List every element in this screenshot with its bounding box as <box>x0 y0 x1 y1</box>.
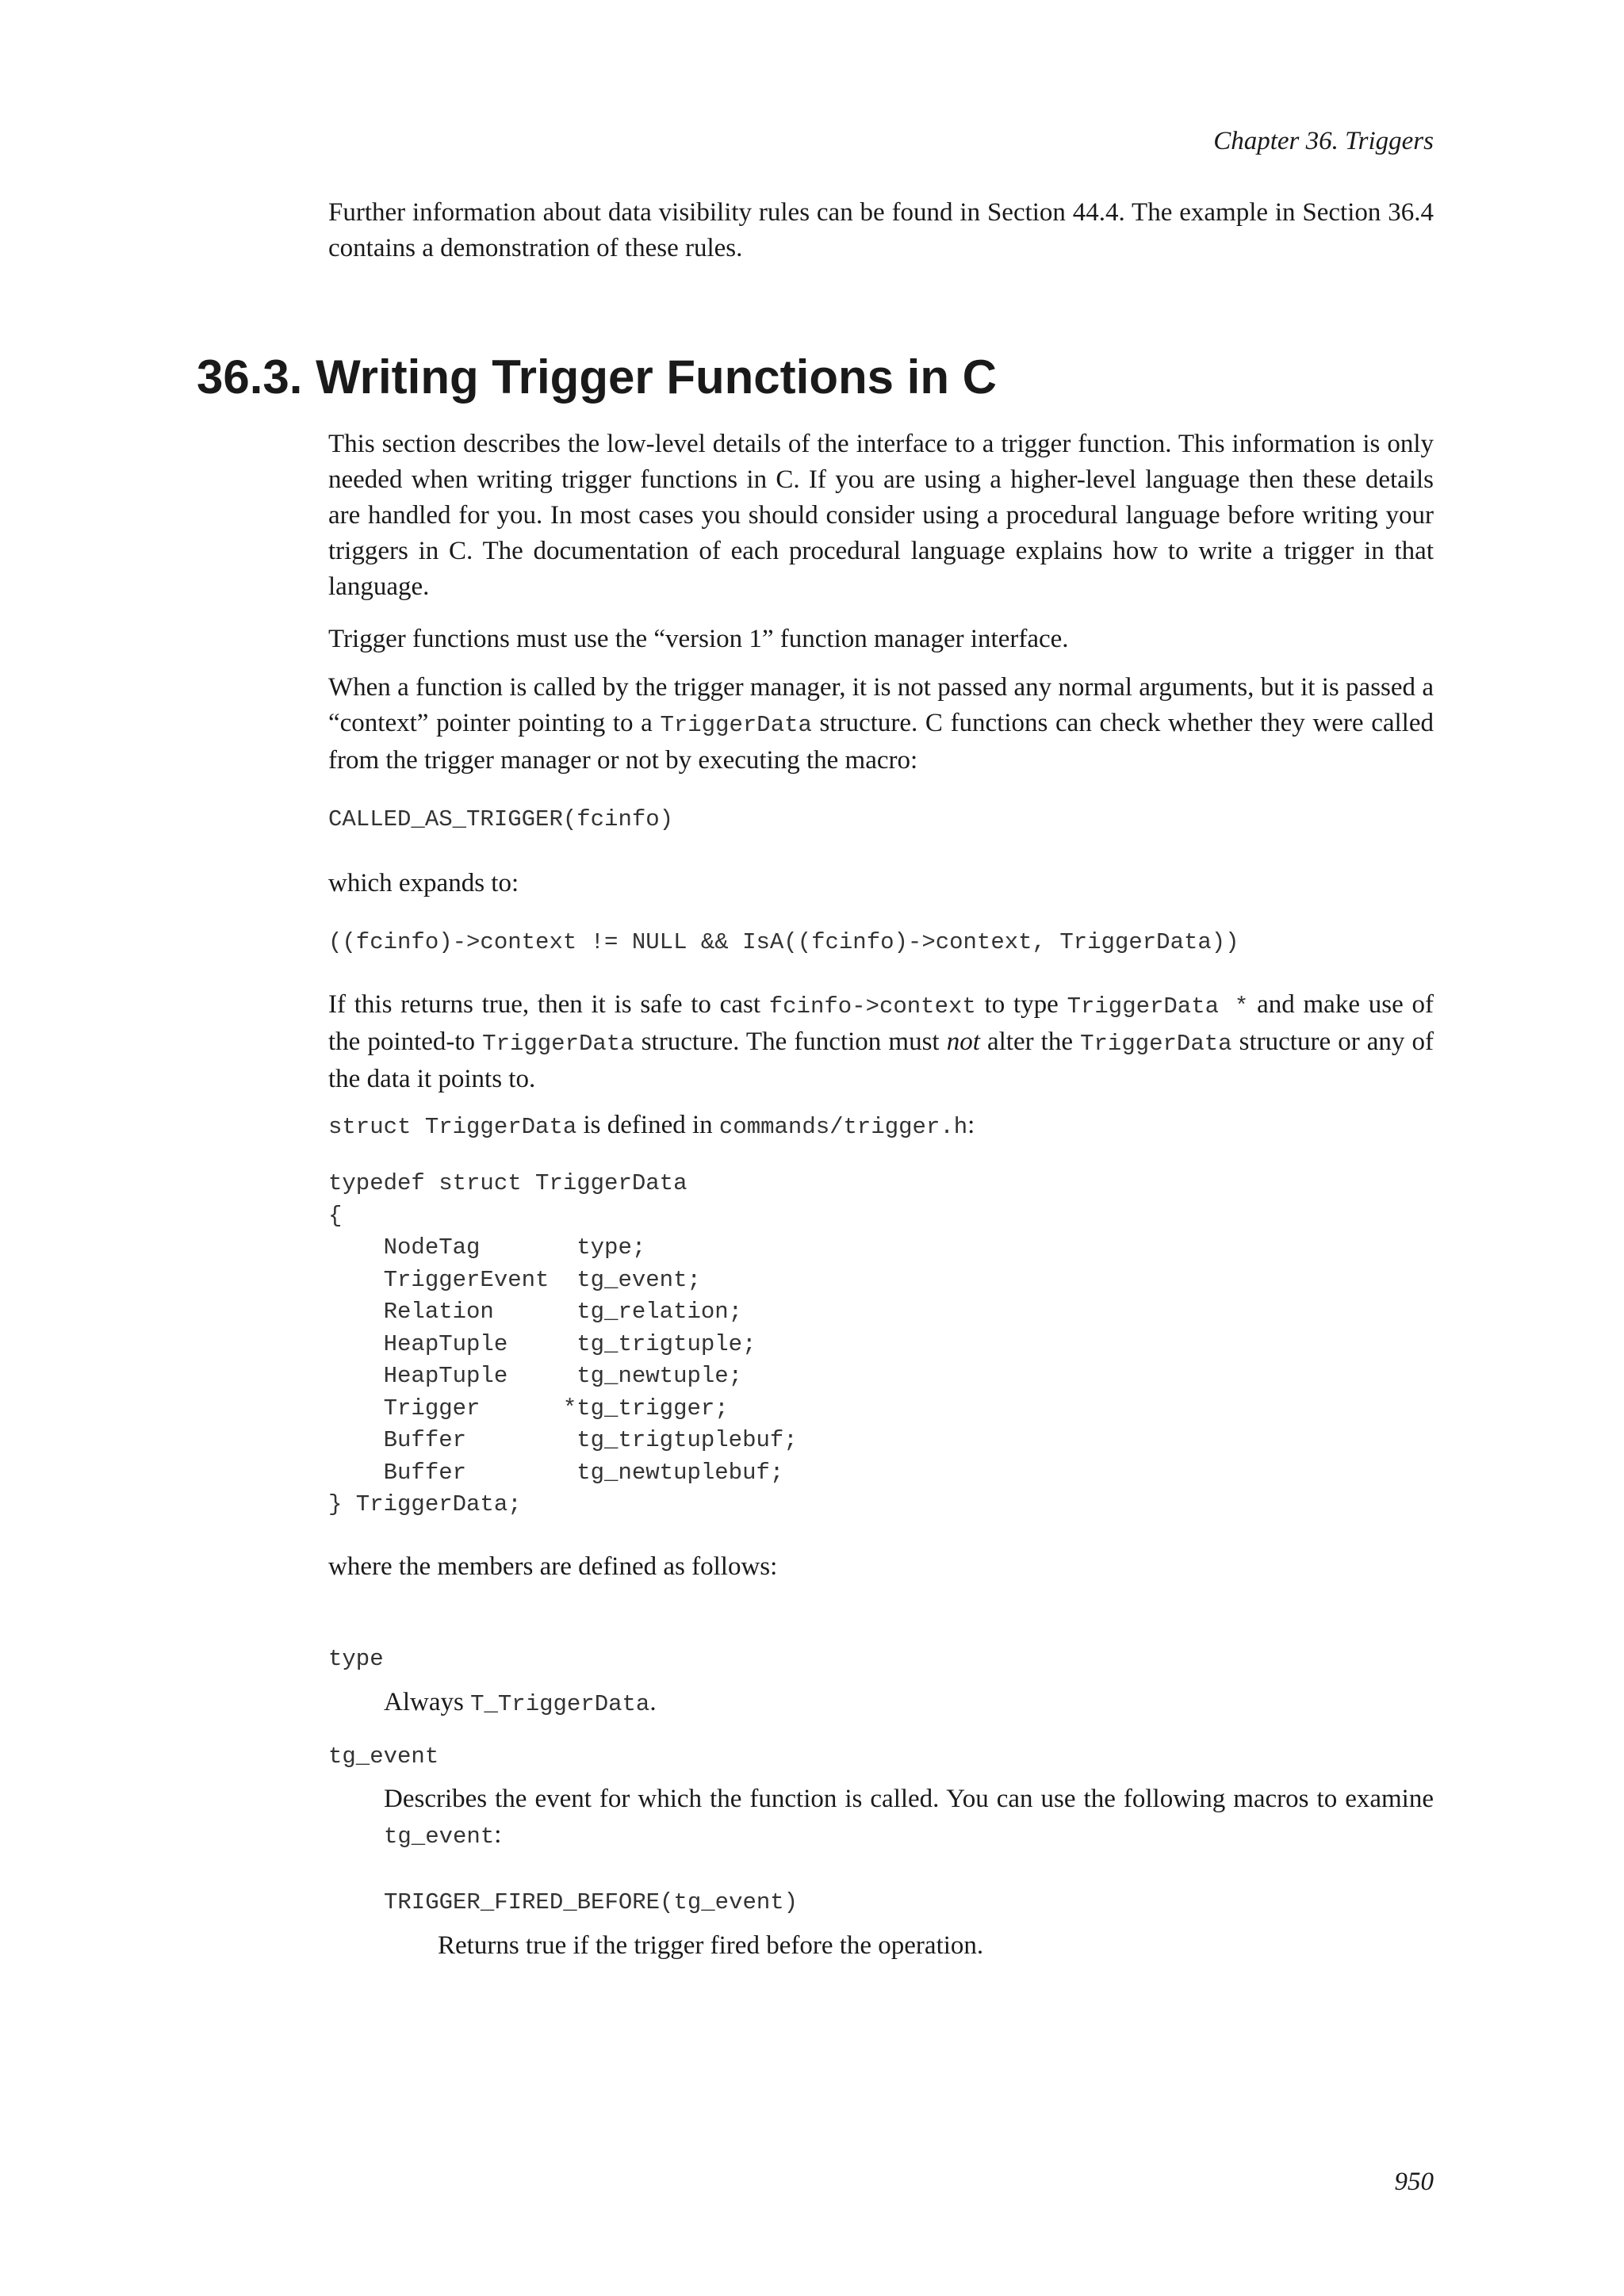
term-type-label: type <box>328 1646 384 1672</box>
paragraph-members-intro-text: where the members are defined as follows: <box>328 1552 778 1581</box>
paragraph-context-text <box>328 670 1434 779</box>
text-span: is defined in <box>576 1111 719 1139</box>
text-span: . <box>649 1688 657 1716</box>
paragraph-expands <box>328 866 1434 901</box>
inline-code-tg-event: tg_event <box>384 1823 495 1850</box>
code-line: Buffer tg_newtuplebuf; <box>328 1459 784 1486</box>
paragraph-version-text: Trigger functions must use the “version 1” function manager interface. <box>328 625 1069 653</box>
text-span: alter the <box>979 1027 1081 1056</box>
code-struct-triggerdata <box>328 1168 1434 1521</box>
code-line: HeapTuple tg_newtuple; <box>328 1363 743 1389</box>
code-line: Trigger *tg_trigger; <box>328 1395 729 1422</box>
text-span: and make use of the pointed-to <box>328 990 1434 1056</box>
intro-paragraph <box>328 195 1434 266</box>
code-line: CALLED_AS_TRIGGER(fcinfo) <box>328 806 674 832</box>
page-number: 950 <box>1394 2168 1434 2196</box>
code-line: typedef struct TriggerData <box>328 1170 688 1196</box>
text-span: Describes the event for which the function is called. You can use the following macros to examine <box>384 1785 1434 1813</box>
running-header: Chapter 36. Triggers <box>1213 127 1434 155</box>
paragraph-cast-text <box>328 987 1434 1097</box>
section-title: 36.3. Writing Trigger Functions in C <box>197 350 997 404</box>
definition-type <box>384 1685 1434 1722</box>
paragraph-version <box>328 622 1434 657</box>
definition-trigger-fired-before-text: Returns true if the trigger fired before the operation. <box>438 1931 984 1960</box>
text-span: to type <box>975 990 1067 1019</box>
inline-code-triggerdata: TriggerData <box>482 1031 634 1057</box>
text-span: : <box>967 1111 975 1139</box>
code-line: TriggerEvent tg_event; <box>328 1266 701 1293</box>
code-line: NodeTag type; <box>328 1234 646 1261</box>
paragraph-struct-defined <box>328 1108 1434 1145</box>
emphasis-not: not <box>946 1027 980 1056</box>
paragraph-members-intro <box>328 1549 1434 1585</box>
paragraph-overview <box>328 427 1434 605</box>
intro-text: Further information about data visibility rules can be found in Section 44.4. The example in Section 36.4 contains a demonstration of these rules. <box>328 198 1434 262</box>
inline-code-triggerdata: TriggerData <box>660 712 812 738</box>
definition-trigger-fired-before <box>438 1928 1434 1964</box>
text-span: When a function is called by the trigger manager, it is not passed any normal arguments, but it is passed a “context” pointer pointing to a <box>328 673 1434 737</box>
term-tg-event-label: tg_event <box>328 1743 439 1770</box>
term-trigger-fired-before <box>384 1887 1489 1919</box>
text-span: structure. The function must <box>634 1027 947 1056</box>
inline-code-triggerdata: TriggerData <box>1080 1031 1232 1057</box>
text-span: structure or any of the data it points to. <box>328 1027 1434 1093</box>
inline-code-fcinfo-context: fcinfo->context <box>768 993 976 1020</box>
paragraph-context <box>328 670 1434 779</box>
paragraph-struct-defined-text <box>328 1108 1434 1145</box>
definition-tg-event <box>384 1781 1434 1854</box>
inline-code-t-triggerdata: T_TriggerData <box>470 1691 650 1717</box>
code-line: } TriggerData; <box>328 1491 522 1517</box>
inline-code-header-path: commands/trigger.h <box>718 1114 968 1140</box>
definition-tg-event-text <box>384 1781 1434 1854</box>
paragraph-overview-text: This section describes the low-level details of the interface to a trigger function. This information is only needed when writing trigger functions in C. If you are using a higher-level language then these details are handled for you. In most cases you should consider using a procedural language before writing your triggers in C. The documentation of each procedural language explains how to write a trigger in that language. <box>328 430 1434 601</box>
code-called-as-trigger <box>328 804 1434 836</box>
text-span: structure. C functions can check whether they were called from the trigger manager or not by executing the macro: <box>328 709 1434 775</box>
code-line: HeapTuple tg_trigtuple; <box>328 1330 756 1357</box>
inline-code-struct-triggerdata: struct TriggerData <box>328 1114 577 1140</box>
text-span: : <box>494 1820 502 1849</box>
text-span: Always <box>384 1688 471 1716</box>
definition-type-text <box>384 1685 1434 1722</box>
paragraph-cast <box>328 987 1434 1097</box>
code-line: Relation tg_relation; <box>328 1299 743 1325</box>
code-line: ((fcinfo)->context != NULL && IsA((fcinfo)->context, TriggerData)) <box>328 929 1239 955</box>
term-trigger-fired-before-label: TRIGGER_FIRED_BEFORE(tg_event) <box>384 1889 799 1915</box>
code-expansion <box>328 927 1434 959</box>
text-span: If this returns true, then it is safe to cast <box>328 990 769 1019</box>
term-type <box>328 1644 1434 1675</box>
code-line: Buffer tg_trigtuplebuf; <box>328 1427 798 1453</box>
term-tg-event <box>328 1741 1434 1773</box>
paragraph-expands-text: which expands to: <box>328 869 519 897</box>
inline-code-triggerdata-pointer: TriggerData * <box>1067 993 1249 1020</box>
code-line: { <box>328 1202 343 1229</box>
